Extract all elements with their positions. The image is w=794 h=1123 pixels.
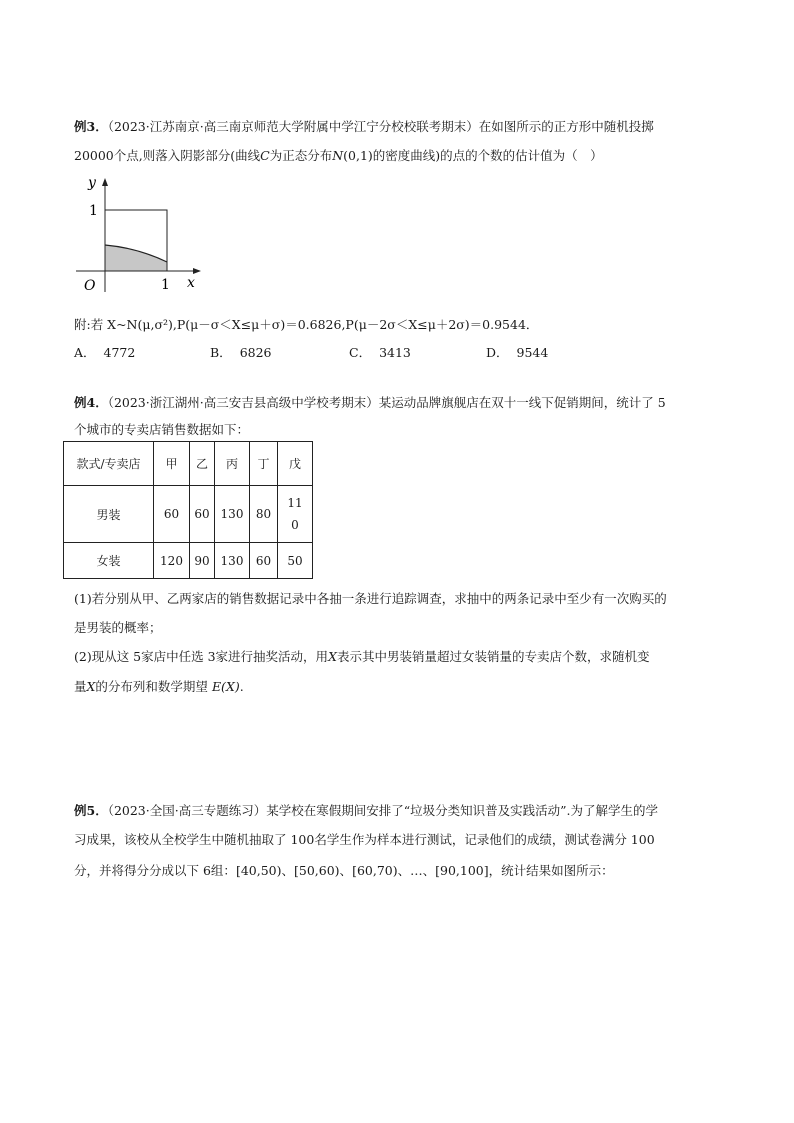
ex3-label: 例3． [74,119,108,134]
ex4-var-x: X [328,649,337,664]
ex3-text-2c: 的密度曲线)的点的个数的估计值为（ ） [372,148,603,163]
ex5-line2: 习成果，该校从全校学生中随机抽取了 100名学生作为样本进行测试，记录他们的成绩，测试卷满分 100 [74,832,655,847]
table-cell: 11 0 [278,486,313,543]
ex3-dist-n: N [332,148,344,163]
option-a[interactable]: A． 4772 [74,345,136,360]
sales-table [63,441,313,579]
ex4-source: （2023·浙江湖州·高三安吉县高级中学校考期末） [107,395,379,410]
ex3-line1 [74,118,654,136]
row-label-cell: 女装 [64,543,154,579]
ex3-curve-var: C [260,148,270,163]
ex4-var-x-2: X [86,679,96,694]
header-cell: 甲 [154,442,190,486]
interval-1: [40,50) [235,863,282,878]
table-cell: 120 [154,543,190,579]
ex5-label: 例5． [74,803,108,818]
ex4-expectation: E(X) [211,679,240,694]
table-header-row [64,442,313,486]
ex4-q1-line1: (1)若分别从甲、乙两家店的销售数据记录中各抽一条进行追踪调查，求抽中的两条记录中至少有一次购买的 [74,591,667,606]
ex3-dist-params: (0,1) [343,148,373,163]
ex3-text-1: 在如图所示的正方形中随机投掷 [478,119,654,134]
row-label-cell: 男装 [64,486,154,543]
ex4-q1-line2: 是男装的概率； [74,620,162,635]
table-cell: 130 [215,486,250,543]
table-cell: 130 [215,543,250,579]
ex5-text-1: 某学校在寒假期间安排了“垃圾分类知识普及实践活动”.为了解学生的学 [266,803,658,818]
ex5-line3: 分，并将得分分成以下 6组：[40,50)、[50,60)、[60,70)、…、[90,100]，统计结果如图所示： [74,863,614,878]
ex5-source: （2023·全国·高三专题练习） [107,803,267,818]
interval-last: [90,100] [435,863,489,878]
y-axis-label: y [88,175,96,191]
interval-2: [50,60) [294,863,340,878]
ex4-label: 例4． [74,395,108,410]
ex3-source: （2023·江苏南京·高三南京师范大学附属中学江宁分校校联考期末） [107,119,479,134]
ex4-q2-line2: 量X的分布列和数学期望 E(X). [74,679,244,694]
interval-3: [60,70) [352,863,398,878]
table-row [64,486,313,543]
ex3-figure [68,170,208,298]
ex3-note: 附:若 X~N(μ,σ²),P(μ－σ＜X≤μ＋σ)＝0.6826,P(μ－2σ＜X≤μ＋2σ)＝0.9544． [74,317,539,332]
ex5-line1 [74,802,658,820]
origin-label: O [84,278,96,294]
ex3-line2 [74,147,603,165]
header-cell: 乙 [190,442,215,486]
ex4-q2-line1: (2)现从这 5家店中任选 3家进行抽奖活动，用X表示其中男装销量超过女装销量的专卖店个数，求随机变 [74,649,650,664]
ex3-text-2b: 为正态分布 [269,148,333,163]
table-cell: 80 [250,486,278,543]
x-axis-label: x [187,275,195,291]
ex4-line1 [74,394,666,412]
header-cell: 丁 [250,442,278,486]
table-cell: 60 [190,486,215,543]
interval-ellipsis: … [410,863,423,878]
table-cell: 60 [154,486,190,543]
header-cell: 戊 [278,442,313,486]
y-tick-one: 1 [89,203,98,219]
option-c[interactable]: C． 3413 [349,345,411,360]
x-axis-arrow [193,268,201,274]
header-cell: 丙 [215,442,250,486]
ex4-text-1: 某运动品牌旗舰店在双十一线下促销期间，统计了 5 [378,395,666,410]
option-b[interactable]: B． 6826 [210,345,272,360]
ex4-line2: 个城市的专卖店销售数据如下： [74,422,250,437]
table-row [64,543,313,579]
option-d[interactable]: D． 9544 [486,345,549,360]
x-tick-one: 1 [161,277,170,293]
table-cell: 60 [250,543,278,579]
ex3-text-2: 20000个点,则落入阴影部分(曲线 [74,148,261,163]
header-cell: 款式/专卖店 [64,442,154,486]
table-cell: 50 [278,543,313,579]
y-axis-arrow [102,178,108,186]
table-cell: 90 [190,543,215,579]
